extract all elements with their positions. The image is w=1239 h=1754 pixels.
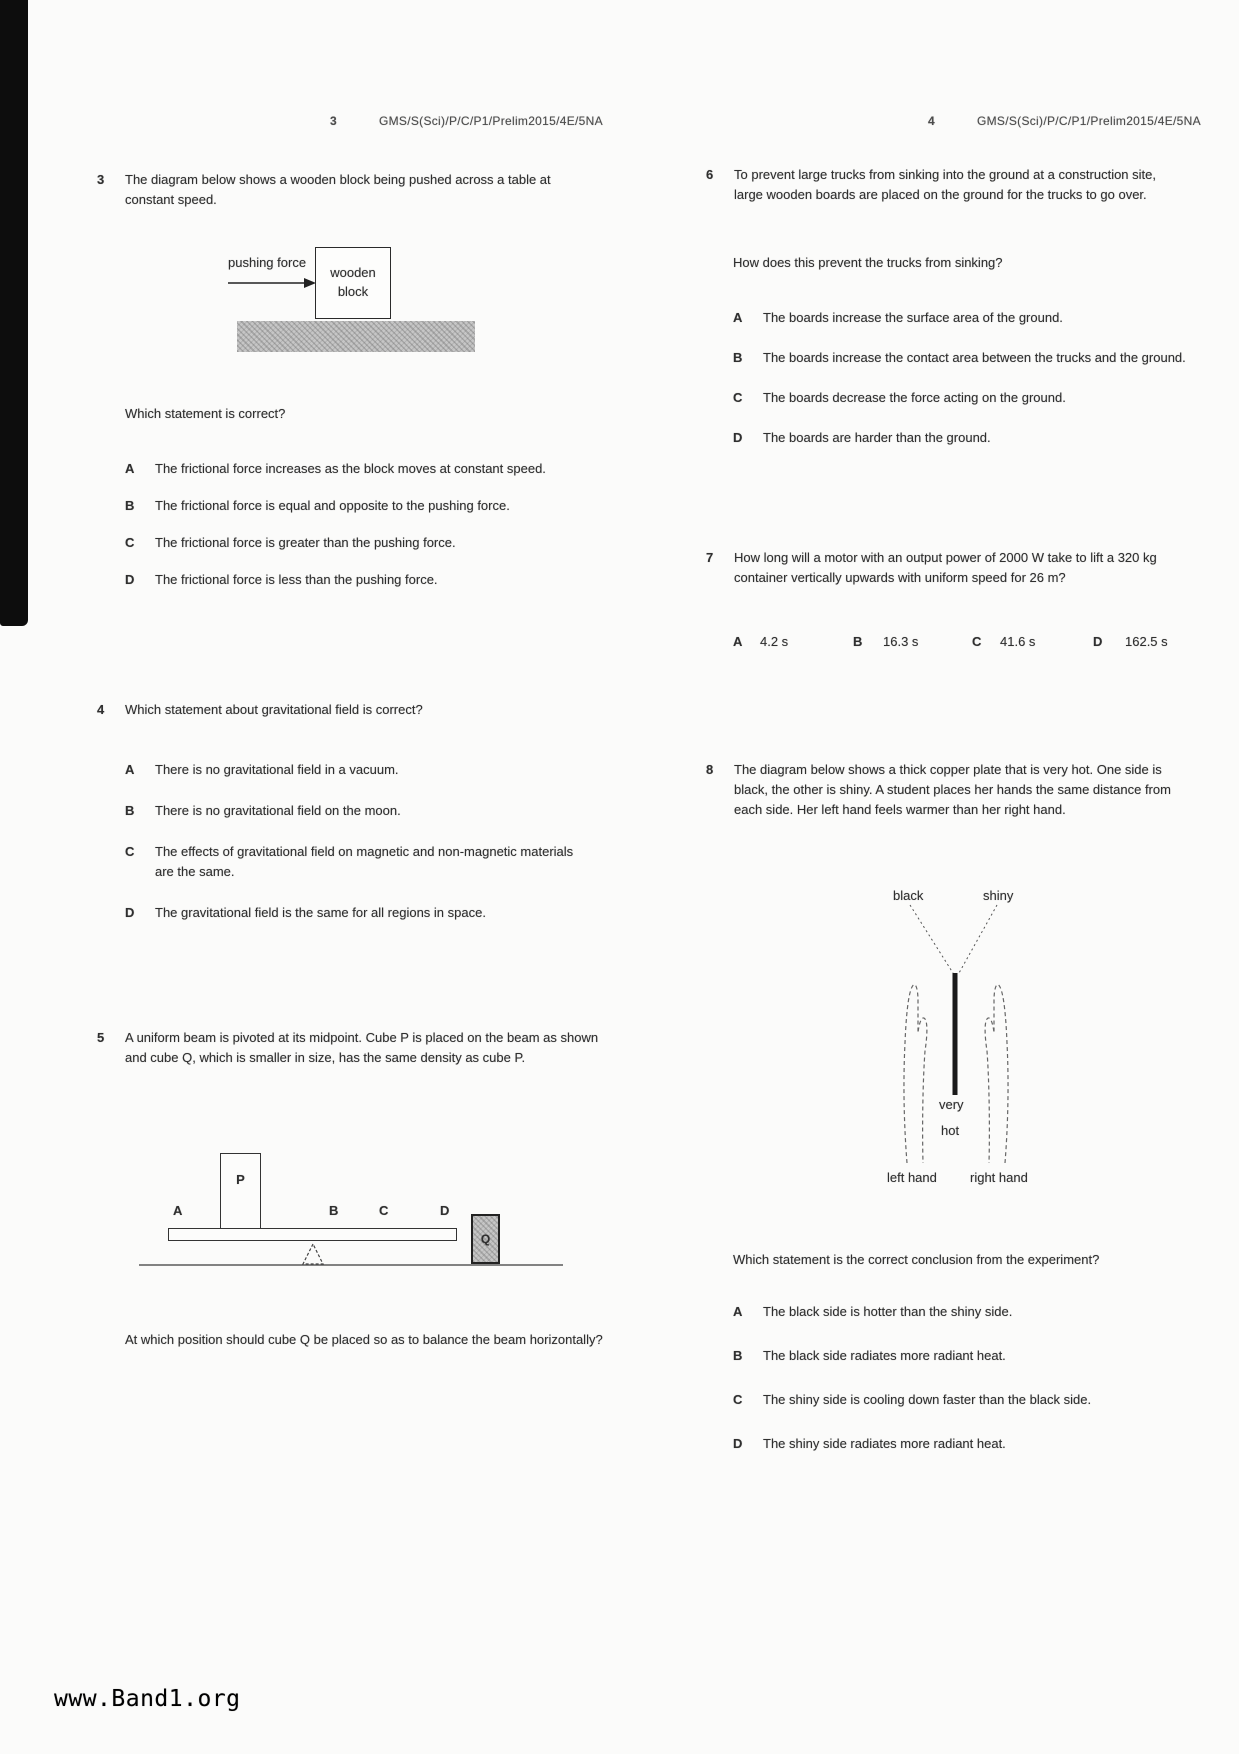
beam: [168, 1228, 457, 1241]
option-text: The gravitational field is the same for all regions in space.: [155, 905, 486, 920]
option-text: The frictional force is greater than the pushing force.: [155, 535, 456, 550]
option-text: The effects of gravitational field on magnetic and non-magnetic materials are the same.: [155, 844, 574, 879]
copper-plate: [953, 973, 958, 1095]
page-header-right: [928, 114, 1201, 128]
q4-option-c: [125, 842, 595, 882]
ground-and-pivot: [137, 1150, 567, 1275]
table-surface: [237, 321, 475, 352]
question-6-text: To prevent large trucks from sinking into the ground at a construction site, large wooden boards are placed on the ground for the trucks to go over.: [734, 167, 1156, 202]
q6-stem: How does this prevent the trucks from sinking?: [733, 255, 1003, 270]
watermark: www.Band1.org: [54, 1686, 241, 1712]
option-letter: A: [733, 310, 743, 325]
left-hand-sketch: [904, 985, 927, 1163]
q6-option-c: [733, 388, 1186, 408]
q8-option-a: [733, 1302, 1091, 1322]
very-hot-label-1: very: [939, 1097, 964, 1112]
q4-option-b: [125, 801, 595, 821]
option-letter: D: [125, 905, 135, 920]
question-3-number: 3: [97, 172, 105, 187]
very-hot-label-2: hot: [941, 1123, 960, 1138]
option-letter: A: [733, 634, 743, 649]
wooden-block-box: [315, 247, 391, 319]
q3-option-d: [125, 570, 595, 590]
question-8: [706, 760, 1186, 820]
option-letter: B: [733, 350, 743, 365]
shiny-pointer-line: [959, 905, 997, 973]
q8-options: [733, 1302, 1091, 1478]
option-letter: C: [972, 634, 982, 649]
wooden-block-label-2: block: [337, 284, 369, 299]
option-text: The frictional force is equal and opposite to the pushing force.: [155, 498, 510, 513]
q8-option-c: [733, 1390, 1091, 1410]
question-4-stem: Which statement about gravitational field is correct?: [125, 702, 423, 717]
option-letter: C: [733, 1392, 743, 1407]
option-letter: D: [733, 1436, 743, 1451]
q6-options: [733, 308, 1186, 468]
beam-position-d: D: [440, 1203, 450, 1218]
option-letter: D: [1093, 634, 1103, 649]
beam-position-a: A: [173, 1203, 183, 1218]
question-6: [706, 165, 1186, 205]
option-text: The boards decrease the force acting on the ground.: [763, 390, 1066, 405]
option-letter: A: [733, 1304, 743, 1319]
left-hand-label: left hand: [887, 1170, 937, 1185]
page-number-right: 4: [928, 114, 935, 128]
q3-stem: Which statement is correct?: [125, 406, 286, 421]
scan-artifact-bar: [0, 0, 28, 626]
q6-option-a: [733, 308, 1186, 328]
question-5-text: A uniform beam is pivoted at its midpoint. Cube P is placed on the beam as shown and cube Q, which is smaller in size, has the same density as cube P.: [125, 1030, 599, 1065]
q7-options: [733, 634, 1183, 654]
pivot-icon: [303, 1244, 323, 1264]
black-pointer-line: [910, 905, 953, 973]
option-letter: B: [125, 498, 135, 513]
question-7-number: 7: [706, 550, 714, 565]
option-text: 41.6 s: [1000, 634, 1036, 649]
option-letter: C: [733, 390, 743, 405]
pushing-force-label: pushing force: [228, 255, 307, 270]
q3-diagram: [228, 247, 483, 355]
option-letter: D: [125, 572, 135, 587]
q4-option-a: [125, 760, 595, 780]
option-text: The black side is hotter than the shiny side.: [763, 1304, 1013, 1319]
option-text: The shiny side radiates more radiant heat.: [763, 1436, 1006, 1451]
option-text: The boards increase the surface area of the ground.: [763, 310, 1063, 325]
q5-question: At which position should cube Q be placed so as to balance the beam horizontally?: [125, 1332, 603, 1347]
right-hand-sketch: [985, 985, 1008, 1163]
option-text: The boards are harder than the ground.: [763, 430, 991, 445]
question-6-number: 6: [706, 167, 714, 182]
beam-position-b: B: [329, 1203, 339, 1218]
shiny-side-label: shiny: [983, 888, 1014, 903]
question-5: [97, 1028, 627, 1068]
q8-option-d: [733, 1434, 1091, 1454]
option-letter: A: [125, 762, 135, 777]
option-letter: C: [125, 535, 135, 550]
cube-p: [220, 1153, 261, 1229]
q4-options: [125, 760, 595, 944]
q3-options: [125, 459, 595, 607]
paper-code-right: GMS/S(Sci)/P/C/P1/Prelim2015/4E/5NA: [976, 114, 1201, 128]
option-letter: B: [853, 634, 863, 649]
page-number-left: 3: [330, 114, 337, 128]
question-8-text: The diagram below shows a thick copper plate that is very hot. One side is black, the other is shiny. A student places her hands the same distance from each side. Her left hand feels warmer than her right hand.: [734, 762, 1171, 817]
cube-p-label: P: [236, 1172, 245, 1187]
beam-position-c: C: [379, 1203, 389, 1218]
option-text: The shiny side is cooling down faster than the black side.: [763, 1392, 1092, 1407]
q8-option-b: [733, 1346, 1091, 1366]
option-text: The frictional force increases as the block moves at constant speed.: [155, 461, 546, 476]
q5-beam-diagram: [137, 1150, 567, 1275]
page-header-left: [330, 114, 603, 128]
cube-q-label: Q: [480, 1232, 491, 1246]
q6-option-d: [733, 428, 1186, 448]
option-text: The frictional force is less than the pushing force.: [155, 572, 438, 587]
question-4: [97, 700, 602, 720]
option-text: The boards increase the contact area between the trucks and the ground.: [763, 350, 1186, 365]
option-text: 4.2 s: [760, 634, 789, 649]
question-5-number: 5: [97, 1030, 105, 1045]
question-4-number: 4: [97, 702, 105, 717]
option-letter: A: [125, 461, 135, 476]
black-side-label: black: [893, 888, 924, 903]
q3-option-a: [125, 459, 595, 479]
q3-option-b: [125, 496, 595, 516]
option-text: 16.3 s: [883, 634, 919, 649]
question-7: [706, 548, 1196, 588]
question-3: [97, 170, 602, 210]
right-hand-label: right hand: [970, 1170, 1028, 1185]
paper-code-left: GMS/S(Sci)/P/C/P1/Prelim2015/4E/5NA: [378, 114, 603, 128]
question-8-number: 8: [706, 762, 714, 777]
option-letter: B: [733, 1348, 743, 1363]
option-letter: B: [125, 803, 135, 818]
wooden-block-label-1: wooden: [330, 265, 376, 280]
question-7-text: How long will a motor with an output power of 2000 W take to lift a 320 kg container vertically upwards with uniform speed for 26 m?: [734, 550, 1157, 585]
question-3-text: The diagram below shows a wooden block being pushed across a table at constant speed.: [125, 172, 551, 207]
q6-option-b: [733, 348, 1186, 368]
option-text: 162.5 s: [1125, 634, 1168, 649]
option-text: There is no gravitational field on the moon.: [155, 803, 401, 818]
plate-and-hands-sketch: [855, 883, 1065, 1193]
cube-q: [471, 1214, 500, 1264]
option-text: There is no gravitational field in a vacuum.: [155, 762, 399, 777]
option-letter: D: [733, 430, 743, 445]
q4-option-d: [125, 903, 595, 923]
option-letter: C: [125, 844, 135, 859]
q8-plate-diagram: [855, 883, 1065, 1193]
q3-option-c: [125, 533, 595, 553]
q8-stem: Which statement is the correct conclusion from the experiment?: [733, 1252, 1100, 1267]
option-text: The black side radiates more radiant heat.: [763, 1348, 1006, 1363]
